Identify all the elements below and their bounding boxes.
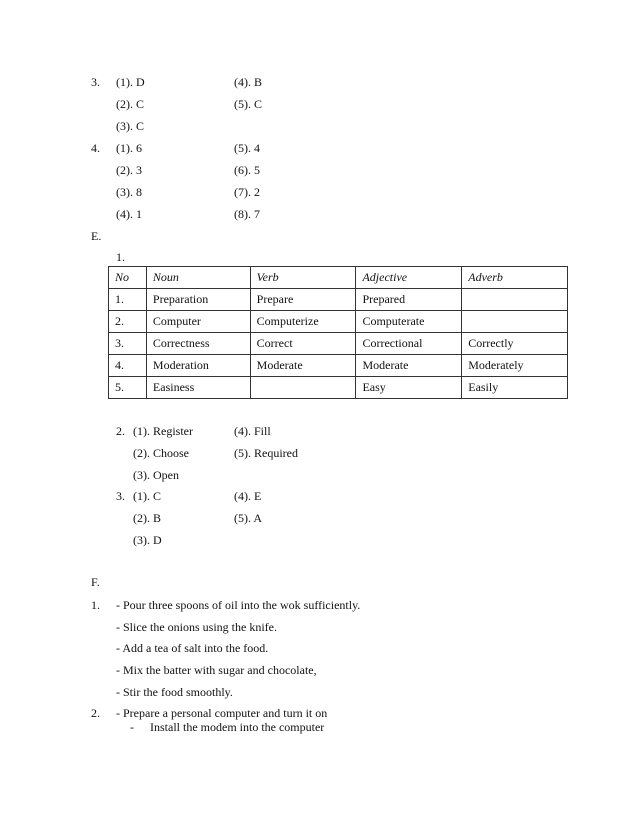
answer-item: (3). C: [116, 119, 144, 133]
answer-item: (2). B: [133, 511, 161, 525]
answer-item: (1). 6: [116, 141, 142, 155]
table-row: [109, 289, 568, 311]
answer-item: (2). 3: [116, 163, 142, 177]
answer-item: (4). Fill: [234, 424, 271, 438]
table-cell: Correctional: [356, 333, 462, 355]
f-item-2-number: 2.: [91, 706, 100, 720]
question-1-number: 1.: [116, 250, 125, 264]
table-cell: Correctness: [146, 333, 250, 355]
answer-item: (8). 7: [234, 207, 260, 221]
table-cell: Easy: [356, 377, 462, 399]
table-cell: Easiness: [146, 377, 250, 399]
table-cell: Moderately: [462, 355, 568, 377]
table-cell: [250, 377, 356, 399]
instruction-line: - Slice the onions using the knife.: [116, 620, 277, 634]
table-cell: 4.: [109, 355, 147, 377]
instruction-subline: Install the modem into the computer: [150, 720, 325, 734]
answer-item: (4). 1: [116, 207, 142, 221]
table-cell: Easily: [462, 377, 568, 399]
instruction-line: - Mix the batter with sugar and chocolate,: [116, 663, 317, 677]
answer-item: (1). Register: [133, 424, 193, 438]
table-cell: Preparation: [146, 289, 250, 311]
table-cell: 5.: [109, 377, 147, 399]
table-cell: [462, 289, 568, 311]
answer-item: (2). Choose: [133, 446, 189, 460]
table-row: [109, 311, 568, 333]
table-row: [109, 377, 568, 399]
answer-item: (5). 4: [234, 141, 260, 155]
table-cell: Moderate: [356, 355, 462, 377]
instruction-line: - Prepare a personal computer and turn it on: [116, 706, 328, 720]
instruction-line: - Add a tea of salt into the food.: [116, 641, 269, 655]
answer-item: (1). D: [116, 75, 145, 89]
sub-bullet-dash: -: [130, 720, 134, 734]
instruction-line: - Pour three spoons of oil into the wok sufficiently.: [116, 598, 361, 612]
table-cell: [462, 311, 568, 333]
question-2-number: 2.: [116, 424, 125, 438]
header-no: No: [109, 267, 147, 289]
answer-item: (5). C: [234, 97, 262, 111]
answer-item: (5). A: [234, 511, 262, 525]
table-cell: Computerize: [250, 311, 356, 333]
question-3-number: 3.: [116, 489, 125, 503]
table-row: [109, 355, 568, 377]
f-item-1-number: 1.: [91, 598, 100, 612]
section-e-label: E.: [91, 229, 102, 243]
table-cell: Moderation: [146, 355, 250, 377]
table-cell: Computer: [146, 311, 250, 333]
answer-item: (5). Required: [234, 446, 298, 460]
table-cell: 1.: [109, 289, 147, 311]
table-cell: 3.: [109, 333, 147, 355]
instruction-line: - Stir the food smoothly.: [116, 685, 233, 699]
header-verb: Verb: [250, 267, 356, 289]
table-cell: Prepared: [356, 289, 462, 311]
table-cell: Prepare: [250, 289, 356, 311]
answer-item: (3). 8: [116, 185, 142, 199]
section-4-number: 4.: [91, 141, 100, 155]
table-cell: Correctly: [462, 333, 568, 355]
answer-item: (4). B: [234, 75, 262, 89]
answer-item: (2). C: [116, 97, 144, 111]
header-noun: Noun: [146, 267, 250, 289]
table-row: [109, 333, 568, 355]
section-f-label: F.: [91, 575, 100, 589]
answer-item: (1). C: [133, 489, 161, 503]
answer-item: (6). 5: [234, 163, 260, 177]
table-cell: Moderate: [250, 355, 356, 377]
header-adverb: Adverb: [462, 267, 568, 289]
answer-item: (4). E: [234, 489, 262, 503]
word-forms-table: [108, 266, 568, 399]
header-adjective: Adjective: [356, 267, 462, 289]
answer-item: (3). Open: [133, 468, 179, 482]
table-cell: Correct: [250, 333, 356, 355]
section-3-number: 3.: [91, 75, 100, 89]
answer-item: (3). D: [133, 533, 162, 547]
answer-item: (7). 2: [234, 185, 260, 199]
table-cell: Computerate: [356, 311, 462, 333]
table-header-row: [109, 267, 568, 289]
table-cell: 2.: [109, 311, 147, 333]
